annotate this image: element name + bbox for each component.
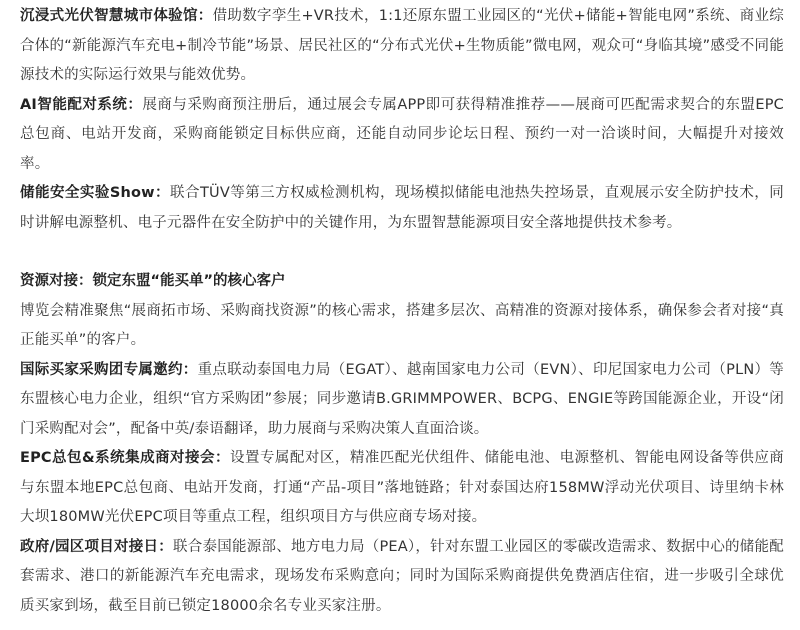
matchmaking-text: 重点联动泰国电力局（EGAT）、越南国家电力公司（EVN）、印尼国家电力公司（PLN）等东盟核心电力企业，组织“官方采购团”参展；同步邀请B.GRIMMPOWER、BCPG、ENGIE等跨国能源企业，开设“闭门采购配对会”，配备中英/泰语翻译，助力展商与采购决策人直面洽谈。 <box>20 361 784 437</box>
feature-lead: 沉浸式光伏智慧城市体验馆： <box>20 8 213 24</box>
feature-lead: 储能安全实验Show： <box>20 185 171 201</box>
feature-paragraph-storage-safety <box>20 179 784 238</box>
section-heading: 资源对接：锁定东盟“能买单”的核心客户 <box>20 273 286 289</box>
matchmaking-paragraph-buyer-delegation <box>20 356 784 445</box>
matchmaking-lead: 政府/园区项目对接日： <box>20 538 173 555</box>
feature-paragraph-vr-hall <box>20 2 784 91</box>
matchmaking-text: 联合泰国能源部、地方电力局（PEA），针对东盟工业园区的零碳改造需求、数据中心的储能配套需求、港口的新能源汽车充电需求，现场发布采购意向；同时为国际采购商提供免费酒店住宿，进一步吸引全球优质买家到场，截至目前已锁定18000余名专业买家注册。 <box>20 538 784 614</box>
matchmaking-paragraph-epc <box>20 444 784 533</box>
matchmaking-paragraph-government <box>20 533 784 622</box>
section-spacer <box>20 238 784 267</box>
matchmaking-lead: EPC总包&系统集成商对接会： <box>20 450 230 466</box>
article-body <box>20 0 784 621</box>
matchmaking-text: 设置专属配对区，精准匹配光伏组件、储能电池、电源整机、智能电网设备等供应商与东盟本地EPC总包商、电站开发商，打通“产品-项目”落地链路；针对泰国达府158MW浮动光伏项目、诗里纳卡林大坝180MW光伏EPC项目等重点工程，组织项目方与供应商专场对接。 <box>20 450 784 525</box>
feature-lead: AI智能配对系统： <box>20 96 143 113</box>
feature-text: 联合TÜV等第三方权威检测机构，现场模拟储能电池热失控场景，直观展示安全防护技术，同时讲解电源整机、电子元器件在安全防护中的关键作用，为东盟智慧能源项目安全落地提供技术参考。 <box>20 185 784 231</box>
section-intro: 博览会精准聚焦“展商拓市场、采购商找资源”的核心需求，搭建多层次、高精准的资源对接体系，确保参会者对接“真正能买单”的客户。 <box>20 302 784 348</box>
feature-text: 借助数字孪生+VR技术，1:1还原东盟工业园区的“光伏+储能+智能电网”系统、商业综合体的“新能源汽车充电+制冷节能”场景、居民社区的“分布式光伏+生物质能”微电网，观众可“身临其境”感受不同能源技术的实际运行效果与能效优势。 <box>20 8 784 83</box>
matchmaking-lead: 国际买家采购团专属邀约： <box>20 361 198 378</box>
feature-text: 展商与采购商预注册后，通过展会专属APP即可获得精准推荐——展商可匹配需求契合的东盟EPC总包商、电站开发商，采购商能锁定目标供应商，还能自动同步论坛日程、预约一对一洽谈时间，大幅提升对接效率。 <box>20 96 784 172</box>
feature-paragraph-ai-matching <box>20 91 784 180</box>
